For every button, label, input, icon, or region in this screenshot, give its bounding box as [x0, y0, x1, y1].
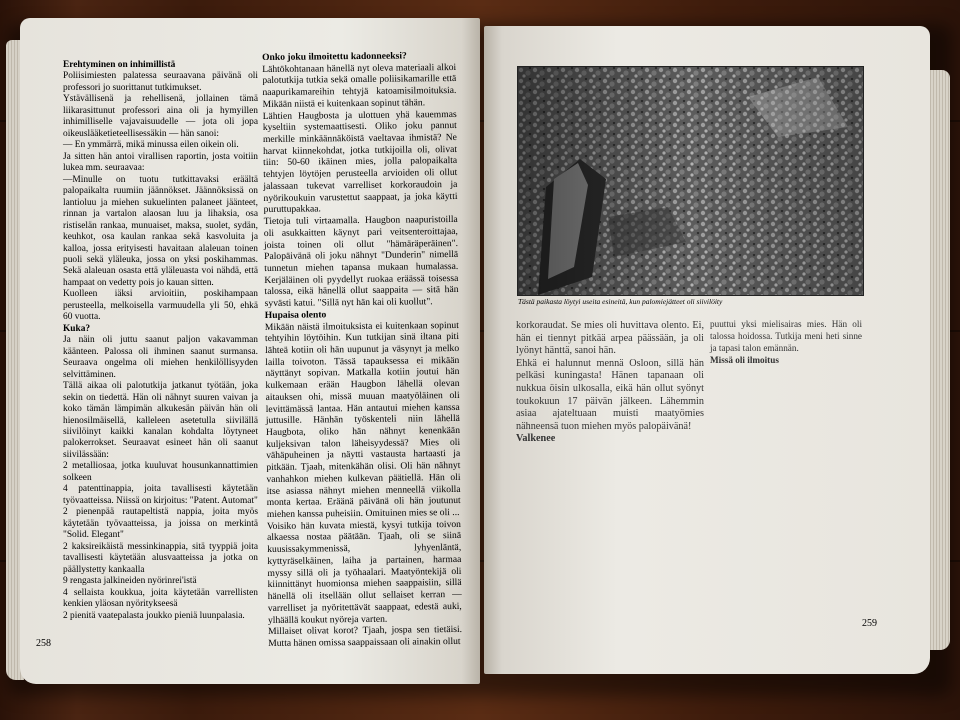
- right-page-number: 259: [862, 618, 877, 629]
- right-page-edges: [928, 70, 950, 650]
- right-page-column-1: [516, 320, 704, 446]
- section-heading: Valkenee: [516, 433, 556, 445]
- paragraph: Millaiset olivat korot? Tjaah, jospa sen tietäisi. Mutta hänen omissa saappaissaan oli ainakin ollut: [268, 624, 463, 649]
- photo-caption: Tästä paikasta löytyi useita esineitä, kun palomiejätteet oli siivilöity: [518, 297, 723, 306]
- paragraph: 9 rengasta jalkineiden nyörinrei'istä: [63, 576, 197, 587]
- paragraph: Mikään näistä ilmoituksista ei kuitenkaan sopinut tehtyihin löytöihin. Kun tutkijan sinä iltana piti lähteä kotiin oli hän uupunut ja väsynyt ja melko lailla toivoton. Tässä tapauksessa ei mikään näyttänyt sopivan. Matkalla kotiin joutui hän kulkemaan erään Haugbon lähellä olevan aitauksen ohi, missä muuan maatyöläinen oli levittämässä lantaa. Hän antautui miehen kanssa juttusille. Hänhän työskenteli niin lähellä Haugbota, oliko hän nähnyt kenenkään kuljeksivan talon läheisyydessä? Mies oli vähäpuheinen ja näytti vastausta hartaasti ja pitkään. Tjaah, mitenkähän olisi. Oli hän nähnyt vanhahkon miehen kulkevan päätiellä. Hän oli itse asiassa nähnyt miehen menneellä viikolla monta kertaa. Eräänä päivänä oli hän joutunut miehen kanssa puheisiin. Omituinen mies se oli ...: [264, 319, 461, 521]
- right-page-column-2: [710, 318, 862, 366]
- paragraph: 4 sellaista koukkua, joita käytetään varrellisten kenkien yläosan nyöritykseesä: [63, 587, 258, 610]
- paragraph: Ja sitten hän antoi virallisen raportin, josta voitiin lukea mm. seuraavaa:: [63, 151, 258, 174]
- paragraph: 2 pienenpää rautapeltistä nappia, joita myös käytetään työvaatteissa, ja joissa on merkintä "Solid. Elegant": [63, 507, 258, 541]
- section-heading: Hupaisa olento: [264, 309, 327, 321]
- rubble-photo-image: [518, 67, 864, 296]
- paragraph: Poliisimiesten palatessa seuraavana päivänä oli professori jo suorittanut tutkimukset.: [63, 71, 258, 93]
- section-heading: Erehtyminen on inhimillistä: [63, 60, 176, 70]
- paragraph: Tällä aikaa oli palotutkija jatkanut työtään, joka sekin on tiedettä. Hän oli nähnyt suuren vaivan ja koko tämän lämpimän alkukesän päivän hän oli hienosilmäisellä, kalleleen asetetulla siivilällä siivilöinyt kaikki kanalan kohdalta löytyneet palokerrokset. Seuraavat esineet hän oli saanut siivilässään:: [63, 381, 258, 460]
- paragraph: Ja näin oli juttu saanut paljon vakavamman käänteen. Palossa oli ihminen saanut surmansa. Seuraava ongelma oli miehen henkilöllisyyden selvittäminen.: [63, 335, 258, 380]
- paragraph: 4 patenttinappia, joita tavallisesti käytetään työvaatteissa. Niissä on kirjoitus: "Patent. Automat": [63, 484, 258, 506]
- paragraph: Voisiko hän kuvata miestä, kysyi tutkija toivon alkaessa nostaa päätään. Tjaah, oli se siinä kuusissakymmenissä, lyhyenläntä, kyttyräselkäinen, laiha ja partainen, harmaa myssy sillä oli ja työhaalari. Maatyöntekijä oli kiinnittänyt huomionsa miehen saappaisiin, sillä hänellä oli itsellään ollut sellaiset kerran — varrelliset ja nyöritettävät saappaat, edestä auki, ylhäällä koukut nyöreja varten.: [266, 518, 462, 626]
- section-heading: Kuka?: [63, 323, 91, 334]
- paragraph: — En ymmärrä, mikä minussa eilen oikein oli.: [63, 140, 239, 151]
- paragraph: Lähtien Haugbosta ja ulottuen yhä kauemmas kyseltiin systemaattisesti. Oliko joku pannut merkille minkäännäköistä vaeltavaa ihmistä? Ne harvat kiinnekohdat, jotka tutkijoilla oli, olivat tiin: 50-60 ikäinen mies, jolla palopaikalta tehtyjen löytöjen perusteella arvioiden oli ollut jalassaan tukevat varrelliset korkoraudoin ja nyörikoukuin varustettut saappaat, ja joka käytti puruttupakkaa.: [262, 108, 458, 216]
- paragraph: 2 kaksireikäistä messinkinappia, sitä tyyppiä joita tavallisesti käytetään alusvaatteissa ja jotka on päällystetty kankaalla: [63, 541, 258, 575]
- paragraph: 2 pienitä vaatepalasta joukko pieniä luunpalasia.: [63, 610, 245, 621]
- paragraph: —Minulle on tuotu tutkittavaksi eräältä palopaikalta ruumiin jäännökset. Jäännöksissä on lantioluu ja miehen sukuelinten palaneet jäänteet, rinnan ja vartalon alaosan luu ja lihaksia, osa ristiselän rankaa, munuaiset, maksa, suolet, sydän, keuhkot, osa kaulan rankaa sekä kasvoluita ja kalloa, jossa erityisesti havaitaan alaleuan toinen puoli sekä yläleuka, jossa on yksi poskihammas. Sekä alaleuan osasta että yläleuasta voi nähdä, että hampaat on vedetty pois jo kauan sitten.: [63, 174, 258, 288]
- paragraph: puuttui yksi mielisairas mies. Hän oli talossa hoidossa. Tutkija meni heti sinne ja tapasi talon emännän.: [710, 319, 862, 353]
- paragraph: korkoraudat. Se mies oli huvittava olento. Ei, hän ei tiennyt pitkää arpea päässään, ja oli lyönyt hänttä, sanoi hän.: [516, 320, 704, 357]
- rubble-photograph: [517, 66, 864, 296]
- section-heading: Missä oli ilmoitus: [710, 355, 779, 365]
- paragraph: Ehkä ei halunnut mennä Osloon, sillä hän pelkäsi kuningasta! Hänen tapanaan oli nukkua öisin ulkosalla, eikä hän ollut syönyt toukokuun 17 päivän jälkeen. Lähemmin asiaa ajateltuaan muisti maatyömies nähneensä tuon miehen myös palopäivänä!: [516, 357, 704, 432]
- left-page-column-1: [63, 60, 258, 622]
- section-heading: Onko joku ilmoitettu kadonneeksi?: [262, 50, 407, 63]
- left-page-column-2: [262, 50, 462, 650]
- paragraph: Kuolleen iäksi arvioitiin, poskihampaan perusteella, melkoisella varmuudella yli 50, ehkä 60 vuotta.: [63, 289, 258, 323]
- paragraph: Lähtökohtanaan hänellä nyt oleva materiaali alkoi palotutkija tutkia sekä omalle poliisikamarille että naapurikamareihin tehtyjä katoamisilmoituksia. Mikään niistä ei kuitenkaan sopinut tähän.: [262, 61, 457, 110]
- left-page-number: 258: [36, 638, 51, 649]
- paragraph: 2 metalliosaa, jotka kuuluvat housunkannattimien solkeen: [63, 461, 258, 483]
- paragraph: Ystävällisenä ja rehellisenä, jollainen tämä liikarasittunut professori aina oli ja hymyillen inhimilliselle vajavaisuudelle — jota oli jopa oikeuslääketieteellisessäkin — hän sanoi:: [63, 94, 258, 139]
- paragraph: Tietoja tuli virtaamalla. Haugbon naapuristoilla oli asukkaitten käynyt pari veitsenteroittajaa, joista toinen oli ollut "hämäräperäinen". Palopäivänä oli joku nähnyt "Dunderin" nimellä tunnetun miehen tapansa mukaan humalassa. Kerjäläinen oli pyydellyt ruokaa eräässä toisessa talossa, eikä hänellä ollut saappaita — sitä hän syvästi katui. "Sillä nyt hän kai oli kuollut".: [263, 214, 459, 310]
